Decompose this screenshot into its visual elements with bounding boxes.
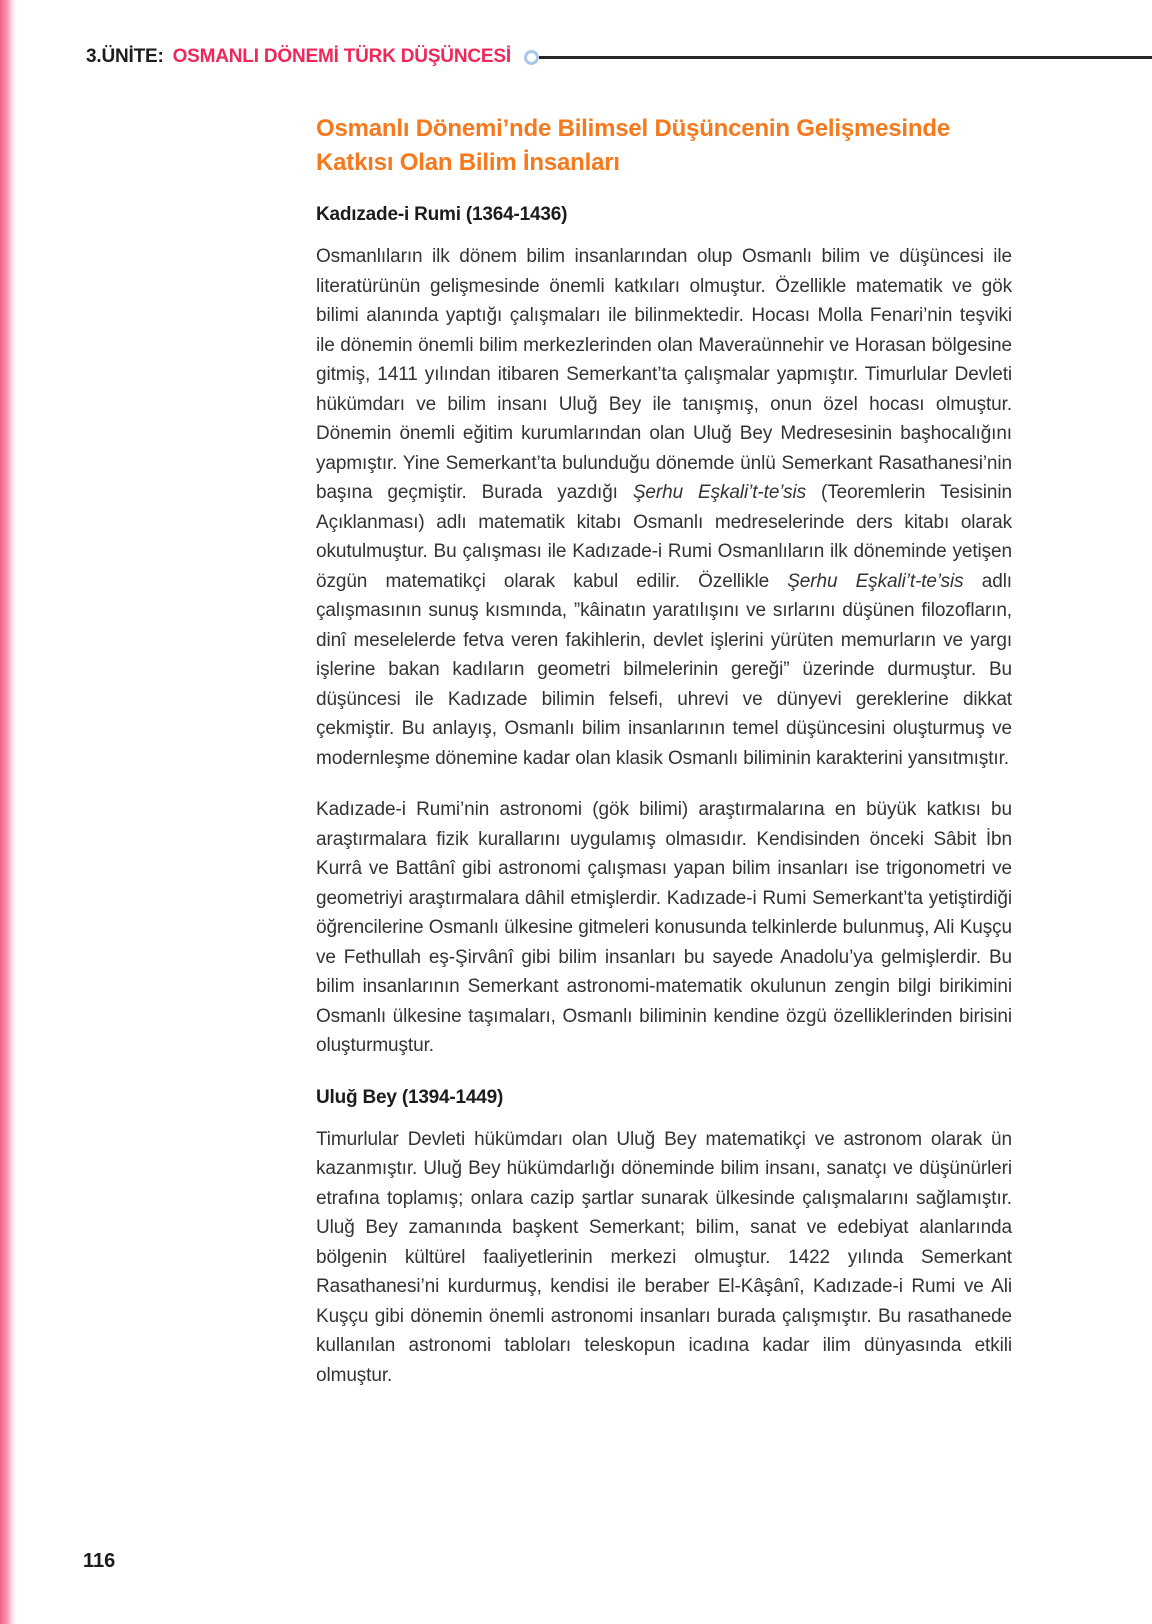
article-title: Osmanlı Dönemi’nde Bilimsel Düşüncenin Gelişmesinde Katkısı Olan Bilim İnsanları: [316, 115, 950, 176]
article-column: [316, 112, 1012, 1412]
book-title-italic: Şerhu Eşkali’t-te’sis: [632, 482, 806, 503]
header-rule-divider: [539, 56, 1152, 59]
page-number: 116: [83, 1550, 116, 1572]
paragraph-kadizade-1: [316, 242, 1012, 773]
section-heading-kadizade: Kadızade-i Rumi (1364-1436): [316, 204, 568, 225]
running-head: [86, 46, 1152, 68]
circle-marker-icon: [524, 50, 539, 65]
paragraph-text: adlı çalışmasının sunuş kısmında, ”kâinatın yaratılışını ve sırlarını düşünen filozofların, dinî meselelerde fetva veren fakihlerin, devlet işlerini yürüten memurların ve yargı işlerine bakan kadıların geometri bilmelerinin gereği” üzerinde durmuştur. Bu düşüncesi ile Kadızade bilimin felsefi, uhrevi ve dünyevi gereklerine dikkat çekmiştir. Bu anlayış, Osmanlı bilim insanlarının temel düşüncesini oluşturmuş ve modernleşme dönemine kadar olan klasik Osmanlı biliminin karakterini yansıtmıştır.: [316, 570, 1012, 769]
unit-label: 3.ÜNİTE:: [86, 46, 164, 67]
section-heading-ulugbey: Uluğ Bey (1394-1449): [316, 1086, 504, 1108]
paragraph-text: (Teoremlerin Tesisinin Açıklanması) adlı matematik kitabı Osmanlı medreselerinde ders kitabı olarak okutulmuştur. Bu çalışması ile Kadızade-i Rumi Osmanlıların ilk döneminde yetişen özgün matematikçi olarak kabul edilir. Özellikle: [316, 482, 1012, 592]
book-title-italic: Şerhu Eşkali’t-te’sis: [787, 570, 964, 592]
paragraph-text: Osmanlıların ilk dönem bilim insanlarından olup Osmanlı bilim ve düşüncesi ile literatürünün gelişmesinde önemli katkıları olmuştur. Özellikle matematik ve gök bilimi alanında yaptığı çalışmaları ile bilinmektedir. Hocası Molla Fenari’nin teşviki ile dönemin önemli bilim merkezlerinden olan Maveraünnehir ve Horasan bölgesine gitmiş, 1411 yılından itibaren Semerkant’ta çalışmalar yapmıştır. Timurlular Devleti hükümdarı ve bilim insanı Uluğ Bey ile tanışmış, onun özel hocası olmuştur. Dönemin önemli eğitim kurumlarından olan Uluğ Bey Medresesinin başhocalığını yapmıştır. Yine Semerkant’ta bulunduğu dönemde ünlü Semerkant Rasathanesi’nin başına geçmiştir. Burada yazdığı: [316, 246, 1012, 503]
page-edge-stripe: [0, 0, 16, 1624]
paragraph-ulugbey: Timurlular Devleti hükümdarı olan Uluğ Bey matematikçi ve astronom olarak ün kazanmıştır. Uluğ Bey hükümdarlığı döneminde bilim insanı, sanatçı ve düşünürleri etrafına toplamış; onlara cazip şartlar sunarak ülkesinde çalışmalarını sağlamıştır. Uluğ Bey zamanında başkent Semerkant; bilim, sanat ve edebiyat alanlarında bölgenin kültürel faaliyetlerinin merkezi olmuştur. 1422 yılında Semerkant Rasathanesi’ni kurdurmuş, kendisi ile beraber El-Kâşânî, Kadızade-i Rumi ve Ali Kuşçu gibi dönemin önemli astronomi insanları burada çalışmıştır. Bu rasathanede kullanılan astronomi tabloları teleskopun icadına kadar ilim dünyasında etkili olmuştur.: [316, 1128, 1012, 1386]
unit-title: OSMANLI DÖNEMİ TÜRK DÜŞÜNCESİ: [172, 46, 511, 67]
paragraph-kadizade-2: Kadızade-i Rumi’nin astronomi (gök bilimi) araştırmalarına en büyük katkısı bu araştırmalara fizik kurallarını uygulamış olmasıdır. Kendisinden önceki Sâbit İbn Kurrâ ve Battânî gibi astronomi çalışması yapan bilim insanları ise trigonometri ve geometriyi araştırmalara dâhil etmişlerdir. Kadızade-i Rumi Semerkant’ta yetiştirdiği öğrencilerine Osmanlı ülkesine gitmeleri konusunda telkinlerde bulunmuş, Ali Kuşçu ve Fethullah eş-Şirvânî gibi bilim insanları bu sayede Anadolu’ya gelmişlerdir. Bu bilim insanlarının Semerkant astronomi-matematik okulunun zengin bilgi birikimini Osmanlı ülkesine taşımaları, Osmanlı biliminin kendine özgü özelliklerinden birisini oluşturmuştur.: [316, 799, 1012, 1056]
